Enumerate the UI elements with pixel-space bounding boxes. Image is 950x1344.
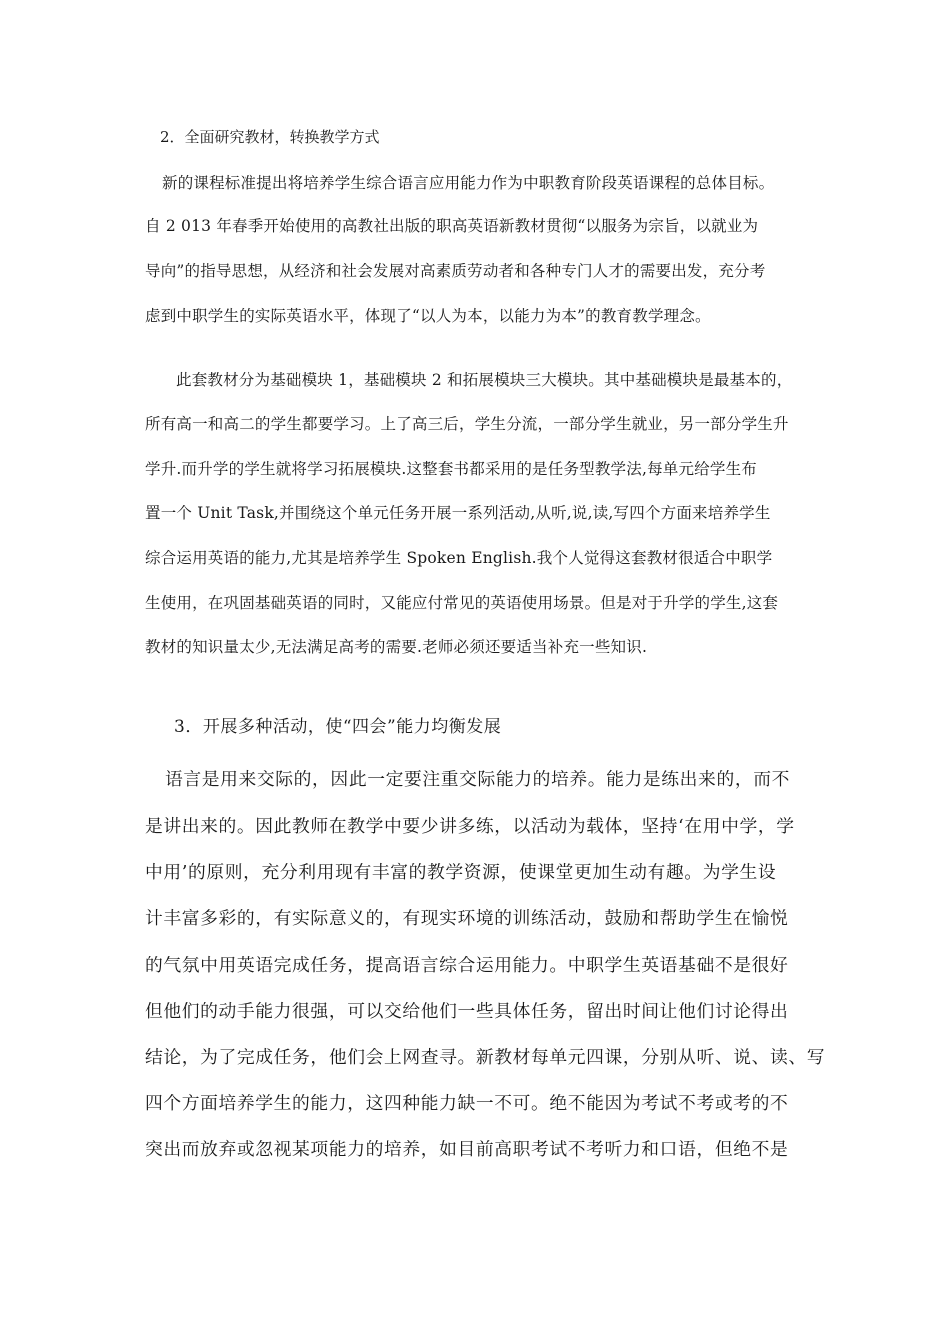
- paragraph-line: 但他们的动手能力很强，可以交给他们一些具体任务，留出时间让他们讨论得出: [145, 1001, 789, 1022]
- paragraph-line: 置一个 Unit Task,并围绕这个单元任务开展一系列活动,从听,说,读,写四个方面来培养学生: [145, 504, 771, 522]
- paragraph-line: 生使用，在巩固基础英语的同时，又能应付常见的英语使用场景。但是对于升学的学生,这套: [145, 594, 779, 612]
- paragraph-line: 学升.而升学的学生就将学习拓展模块.这整套书都采用的是任务型教学法,每单元给学生布: [145, 460, 757, 478]
- paragraph-line: 教材的知识量太少,无法满足高考的需要.老师必须还要适当补充一些知识.: [145, 638, 648, 656]
- paragraph-line: 所有高一和高二的学生都要学习。上了高三后，学生分流，一部分学生就业，另一部分学生升: [145, 415, 789, 433]
- paragraph-line: 四个方面培养学生的能力，这四种能力缺一不可。绝不能因为考试不考或考的不: [145, 1093, 789, 1114]
- paragraph-line: 语言是用来交际的，因此一定要注重交际能力的培养。能力是练出来的，而不: [165, 769, 790, 790]
- paragraph-line: 综合运用英语的能力,尤其是培养学生 Spoken English.我个人觉得这套教材很适合中职学: [145, 549, 773, 567]
- paragraph-line: 虑到中职学生的实际英语水平，体现了“以人为本，以能力为本”的教育教学理念。: [145, 307, 711, 325]
- section-2-heading: 2．全面研究教材，转换教学方式: [160, 128, 380, 146]
- paragraph-line: 是讲出来的。因此教师在教学中要少讲多练，以活动为载体，坚持‘在用中学，学: [145, 816, 795, 837]
- paragraph-line: 自 2 013 年春季开始使用的高教社出版的职高英语新教材贯彻“以服务为宗旨，以就业为: [145, 217, 759, 235]
- paragraph-line: 结论，为了完成任务，他们会上网查寻。新教材每单元四课，分别从听、说、读、写: [145, 1047, 826, 1068]
- paragraph-line: 新的课程标准提出将培养学生综合语言应用能力作为中职教育阶段英语课程的总体目标。: [162, 174, 775, 192]
- paragraph-line: 计丰富多彩的，有实际意义的，有现实环境的训练活动，鼓励和帮助学生在愉悦: [145, 908, 789, 929]
- section-3-heading: 3．开展多种活动，使“四会”能力均衡发展: [174, 717, 502, 737]
- paragraph-line: 的气氛中用英语完成任务，提高语言综合运用能力。中职学生英语基础不是很好: [145, 955, 789, 976]
- paragraph-line: 此套教材分为基础模块 1，基础模块 2 和拓展模块三大模块。其中基础模块是最基本的，: [176, 371, 793, 389]
- paragraph-line: 导向”的指导思想，从经济和社会发展对高素质劳动者和各种专门人才的需要出发，充分考: [145, 262, 766, 280]
- paragraph-line: 突出而放弃或忽视某项能力的培养，如目前高职考试不考听力和口语，但绝不是: [145, 1139, 789, 1160]
- paragraph-line: 中用’的原则，充分利用现有丰富的教学资源，使课堂更加生动有趣。为学生设: [145, 862, 777, 883]
